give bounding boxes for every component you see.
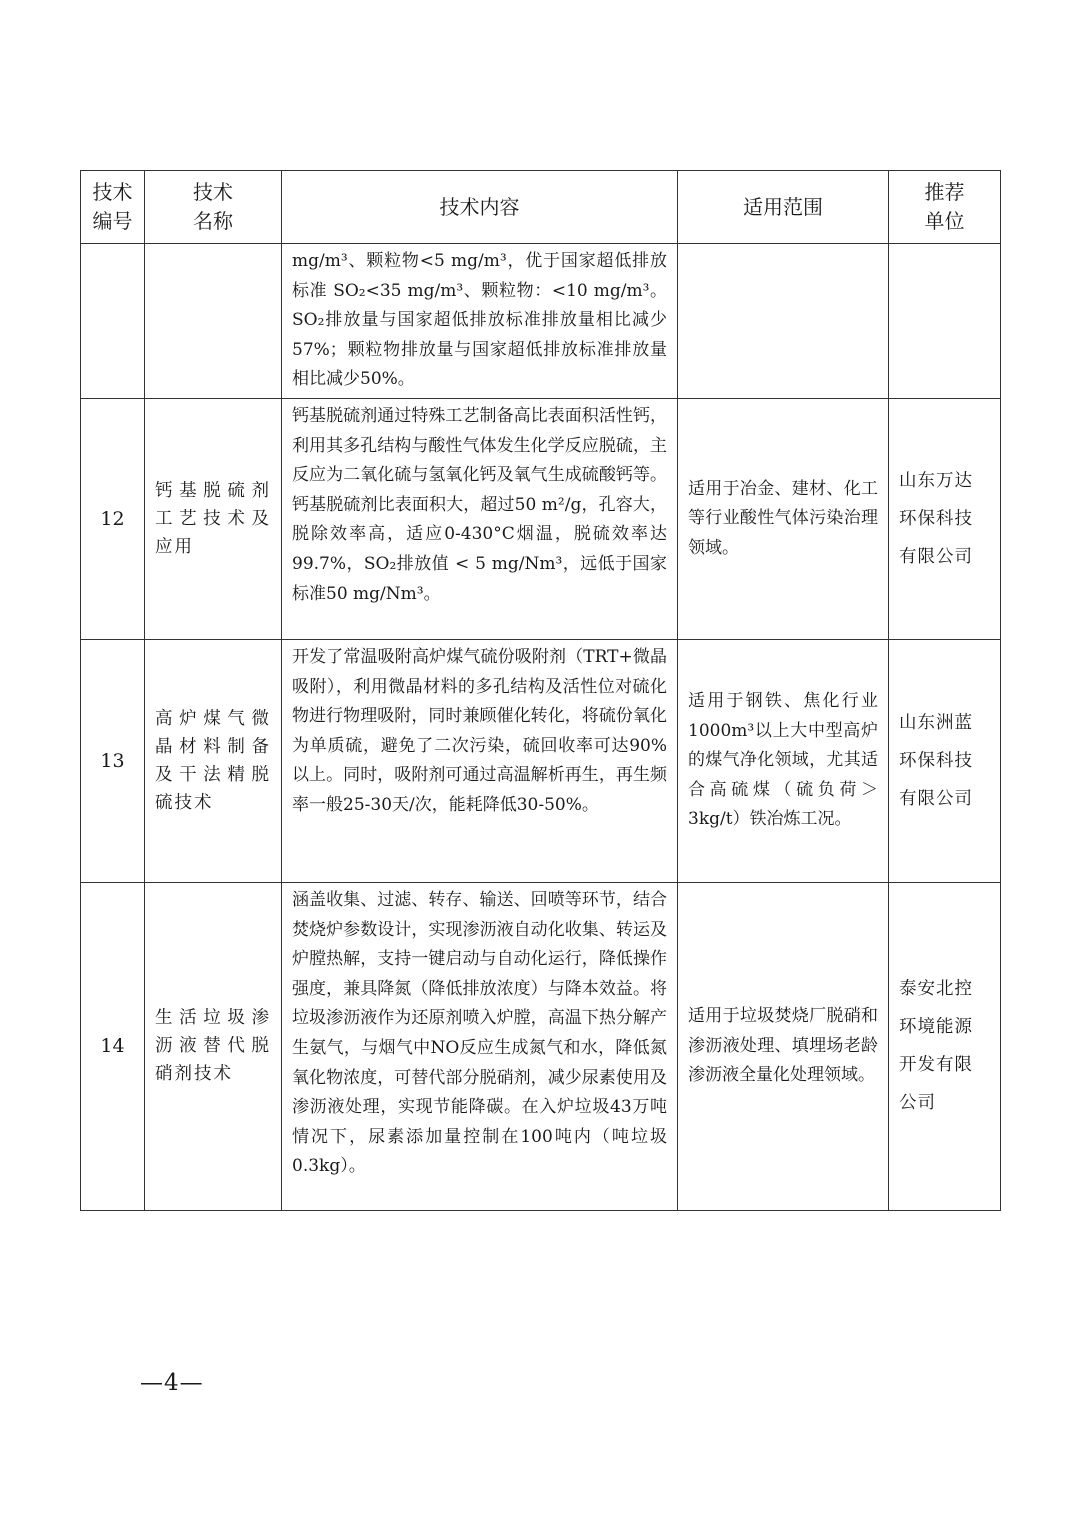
tech-no: 12 [81, 398, 145, 639]
tech-content: 涵盖收集、过滤、转存、输送、回喷等环节，结合焚烧炉参数设计，实现渗沥液自动化收集、转运及炉膛热解，支持一键启动与自动化运行，降低操作强度，兼具降氮（降低排放浓度）与降本效益。将垃圾渗沥液作为还原剂喷入炉膛，高温下热分解产生氨气，与烟气中NO反应生成氮气和水，降低氮氧化物浓度，可替代部分脱硝剂，减少尿素使用及渗沥液处理，实现节能降碳。在入炉垃圾43万吨情况下，尿素添加量控制在100吨内（吨垃圾0.3kg）。 [282, 882, 678, 1210]
tech-unit: 山东洲蓝环保科技有限公司 [889, 639, 1001, 882]
technology-table [80, 170, 1001, 1211]
header-tech-no-line1: 技术 [92, 180, 133, 204]
tech-name [145, 244, 282, 399]
tech-name: 高炉煤气微晶材料制备及干法精脱硫技术 [145, 639, 282, 882]
tech-content: 开发了常温吸附高炉煤气硫份吸附剂（TRT+微晶吸附），利用微晶材料的多孔结构及活性位对硫化物进行物理吸附，同时兼顾催化转化，将硫份氧化为单质硫，避免了二次污染，硫回收率可达90%以上。同时，吸附剂可通过高温解析再生，再生频率一般25-30天/次，能耗降低30-50%。 [282, 639, 678, 882]
tech-unit: 泰安北控环境能源开发有限公司 [889, 882, 1001, 1210]
tech-scope: 适用于冶金、建材、化工等行业酸性气体污染治理领域。 [678, 398, 889, 639]
tech-unit: 山东万达环保科技有限公司 [889, 398, 1001, 639]
tech-no: 13 [81, 639, 145, 882]
header-recommending-unit [889, 171, 1001, 244]
header-unit-line2: 单位 [924, 209, 965, 233]
page-number: —4— [140, 1370, 204, 1396]
header-tech-name-line2: 名称 [193, 209, 233, 233]
tech-no: 14 [81, 882, 145, 1210]
table-row [81, 398, 1001, 639]
table-row [81, 882, 1001, 1210]
tech-scope: 适用于钢铁、焦化行业1000m³以上大中型高炉的煤气净化领域，尤其适合高硫煤（硫负荷＞3kg/t）铁冶炼工况。 [678, 639, 889, 882]
table-header-row [81, 171, 1001, 244]
tech-scope: 适用于垃圾焚烧厂脱硝和渗沥液处理、填埋场老龄渗沥液全量化处理领域。 [678, 882, 889, 1210]
header-tech-no [81, 171, 145, 244]
tech-unit [889, 244, 1001, 399]
header-applicable-scope: 适用范围 [678, 171, 889, 244]
header-tech-no-line2: 编号 [92, 209, 133, 233]
header-tech-content: 技术内容 [282, 171, 678, 244]
header-tech-name-line1: 技术 [193, 180, 233, 204]
tech-content: 钙基脱硫剂通过特殊工艺制备高比表面积活性钙，利用其多孔结构与酸性气体发生化学反应脱硫，主反应为二氧化硫与氢氧化钙及氧气生成硫酸钙等。钙基脱硫剂比表面积大，超过50 m²/g，孔容大，脱除效率高，适应0-430°C烟温，脱硫效率达99.7%，SO₂排放值 < 5 mg/Nm³，远低于国家标准50 mg/Nm³。 [282, 398, 678, 639]
header-tech-name [145, 171, 282, 244]
tech-scope [678, 244, 889, 399]
header-unit-line1: 推荐 [924, 180, 965, 204]
tech-no [81, 244, 145, 399]
tech-name: 生活垃圾渗沥液替代脱硝剂技术 [145, 882, 282, 1210]
tech-content: mg/m³、颗粒物<5 mg/m³，优于国家超低排放标准 SO₂<35 mg/m³、颗粒物：<10 mg/m³。SO₂排放量与国家超低排放标准排放量相比减少57%；颗粒物排放量与国家超低排放标准排放量相比减少50%。 [282, 244, 678, 399]
table-row [81, 244, 1001, 399]
tech-name: 钙基脱硫剂工艺技术及应用 [145, 398, 282, 639]
table-row [81, 639, 1001, 882]
